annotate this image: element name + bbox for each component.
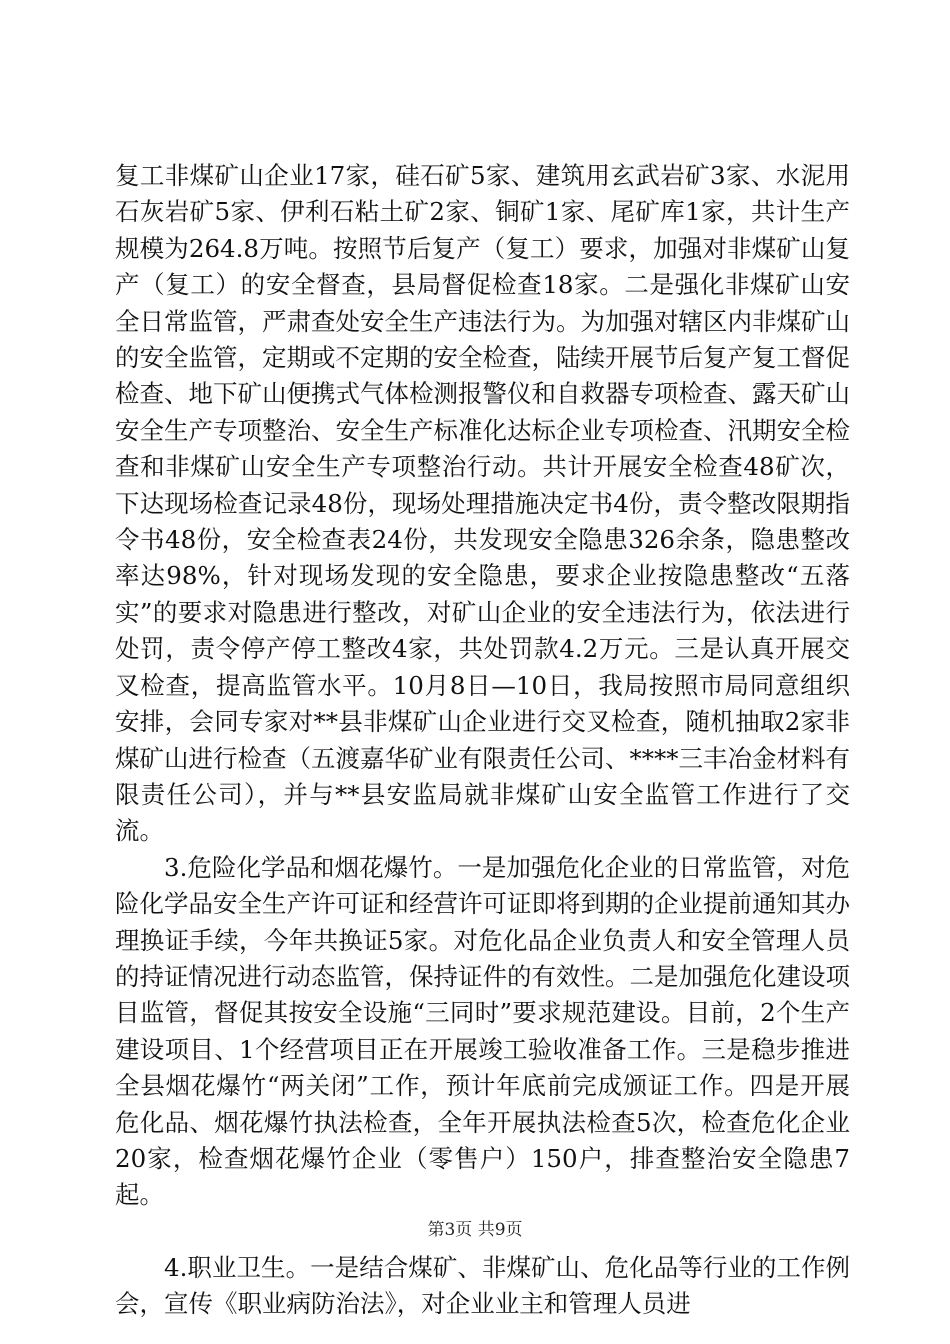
paragraph-nonmining-continued: 复工非煤矿山企业17家，硅石矿5家、建筑用玄武岩矿3家、水泥用石灰岩矿5家、伊利石粘土矿2家、铜矿1家、尾矿库1家，共计生产规模为264.8万吨。按照节后复产（复工）要求，加强对非煤矿山复产（复工）的安全督查，县局督促检查18家。二是强化非煤矿山安全日常监管，严肃查处安全生产违法行为。为加强对辖区内非煤矿山的安全监管，定期或不定期的安全检查，陆续开展节后复产复工督促检查、地下矿山便携式气体检测报警仪和自救器专项检查、露天矿山安全生产专项整治、安全生产标准化达标企业专项检查、汛期安全检查和非煤矿山安全生产专项整治行动。共计开展安全检查48矿次，下达现场检查记录48份，现场处理措施决定书4份，责令整改限期指令书48份，安全检查表24份，共发现安全隐患326余条，隐患整改率达98%，针对现场发现的安全隐患，要求企业按隐患整改“五落实”的要求对隐患进行整改，对矿山企业的安全违法行为，依法进行处罚，责令停产停工整改4家，共处罚款4.2万元。三是认真开展交叉检查，提高监管水平。10月8日—10日，我局按照市局同意组织安排，会同专家对**县非煤矿山企业进行交叉检查，随机抽取2家非煤矿山进行检查（五渡嘉华矿业有限责任公司、****三丰冶金材料有限责任公司），并与**县安监局就非煤矿山安全监管工作进行了交流。: [115, 161, 850, 846]
paragraph-occupational-health: 4.职业卫生。一是结合煤矿、非煤矿山、危化品等行业的工作例会，宣传《职业病防治法》，对企业业主和管理人员进: [115, 1252, 850, 1319]
page-number-footer: 第3页 共9页: [427, 1220, 523, 1240]
paragraph-hazardous-chemicals: 3.危险化学品和烟花爆竹。一是加强危化企业的日常监管，对危险化学品安全生产许可证和经营许可证即将到期的企业提前通知其办理换证手续，今年共换证5家。对危化品企业负责人和安全管理人员的持证情况进行动态监管，保持证件的有效性。二是加强危化建设项目监管，督促其按安全设施“三同时”要求规范建设。目前，2个生产建设项目、1个经营项目正在开展竣工验收准备工作。三是稳步推进全县烟花爆竹“两关闭”工作，预计年底前完成颁证工作。四是开展危化品、烟花爆竹执法检查，全年开展执法检查5次，检查危化企业20家，检查烟花爆竹企业（零售户）150户，排查整治安全隐患7起。: [115, 852, 850, 1210]
document-body: [115, 158, 850, 1323]
